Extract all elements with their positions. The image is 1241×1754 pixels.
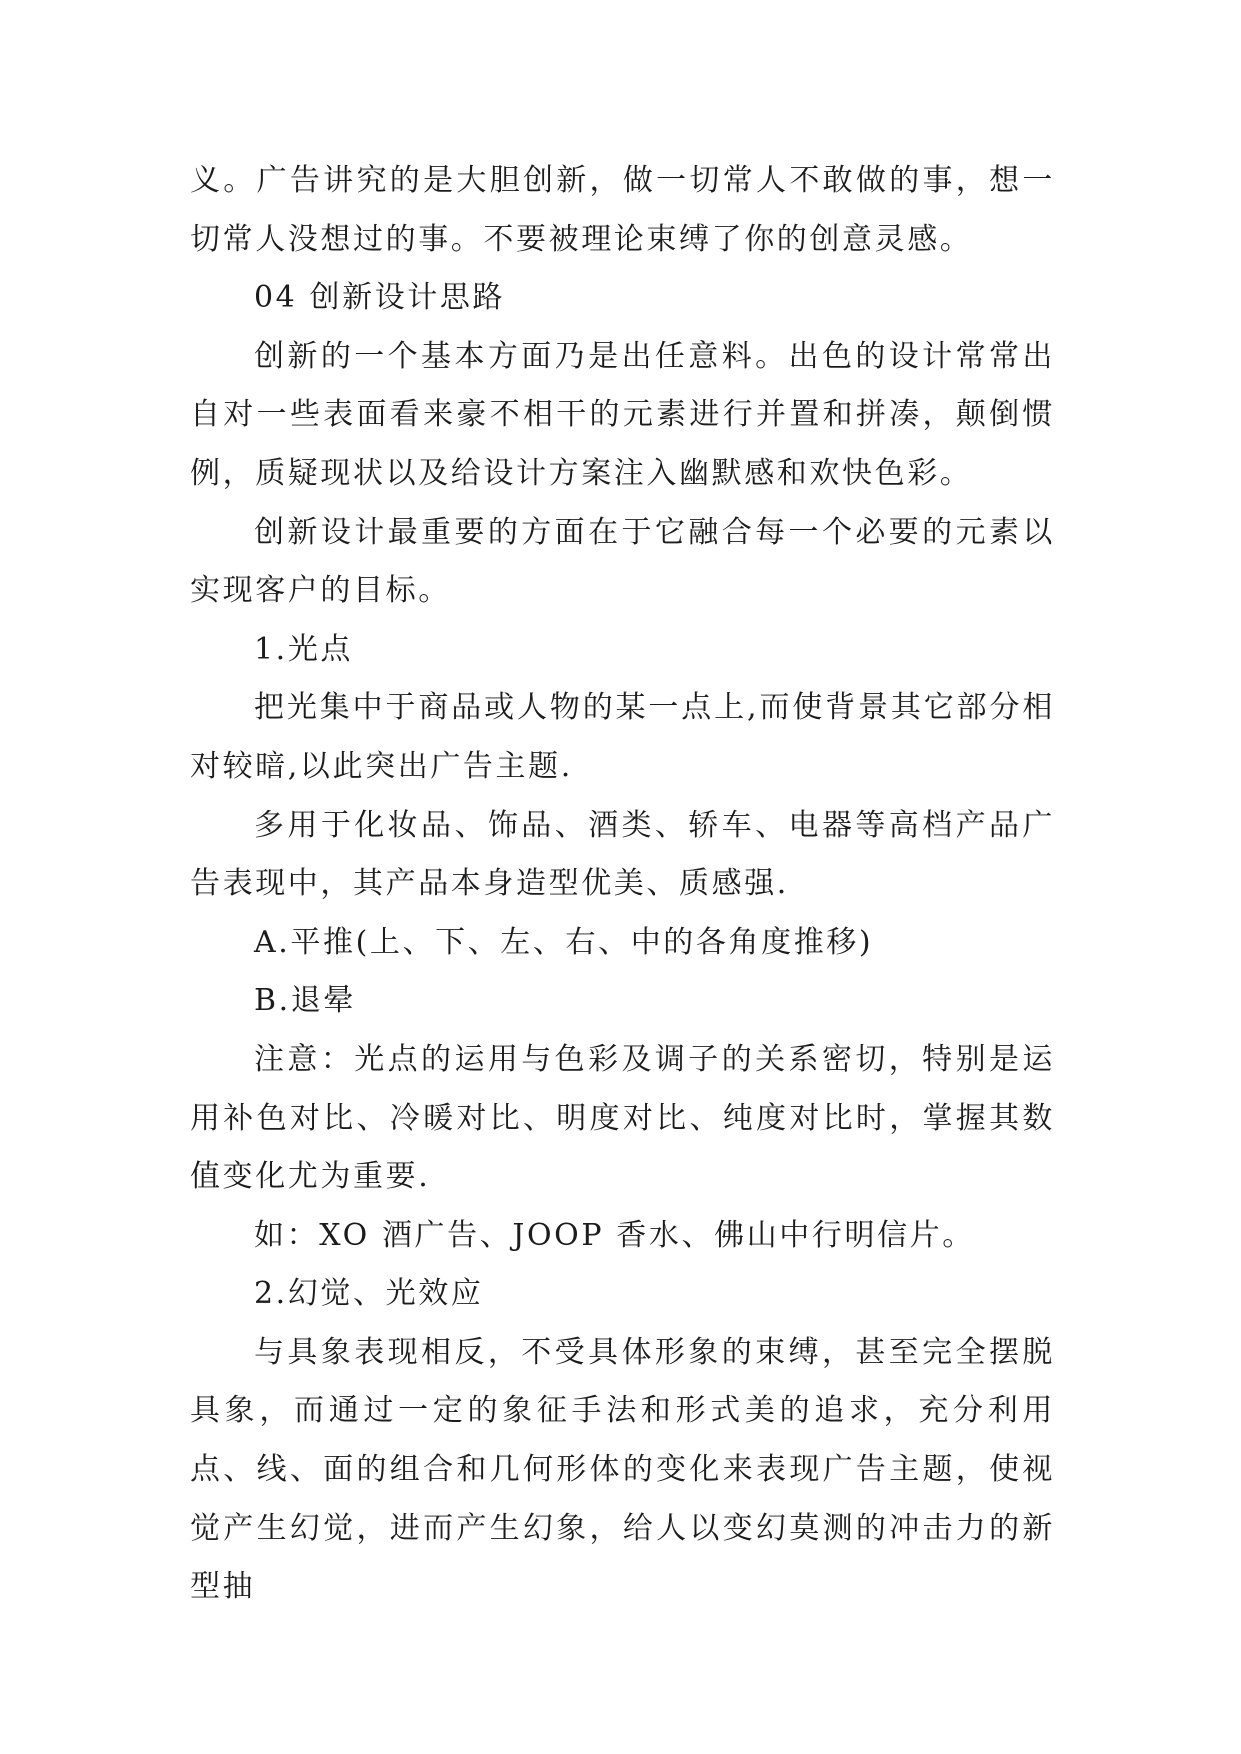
- document-body: [190, 152, 1055, 1617]
- section-heading-innovation-design: 04 创新设计思路: [254, 280, 506, 316]
- list-item-b: B.退晕: [254, 983, 356, 1019]
- subheading-light-spot: 1.光点: [254, 631, 354, 667]
- paragraph: 与具象表现相反，不受具体形象的束缚，甚至完全摆脱具象，而通过一定的象征手法和形式美的追求，充分利用点、线、面的组合和几何形体的变化来表现广告主题，使视觉产生幻觉，进而产生幻象，给人以变幻莫测的冲击力的新型抽: [190, 1334, 1055, 1605]
- paragraph-examples: 如：XO 酒广告、JOOP 香水、佛山中行明信片。: [254, 1217, 975, 1253]
- list-item-a: A.平推(上、下、左、右、中的各角度推移): [254, 924, 874, 960]
- paragraph: 把光集中于商品或人物的某一点上,而使背景其它部分相对较暗,以此突出广告主题.: [190, 690, 1055, 784]
- paragraph-note: 注意：光点的运用与色彩及调子的关系密切，特别是运用补色对比、冷暖对比、明度对比、纯度对比时，掌握其数值变化尤为重要.: [190, 1041, 1055, 1195]
- subheading-illusion: 2.幻觉、光效应: [254, 1276, 484, 1312]
- paragraph-continuation: 义。广告讲究的是大胆创新，做一切常人不敢做的事，想一切常人没想过的事。不要被理论束缚了你的创意灵感。: [190, 163, 1055, 257]
- paragraph: 创新设计最重要的方面在于它融合每一个必要的元素以实现客户的目标。: [190, 514, 1055, 609]
- paragraph: 多用于化妆品、饰品、酒类、轿车、电器等高档产品广告表现中，其产品本身造型优美、质感强.: [190, 807, 1055, 902]
- paragraph: 创新的一个基本方面乃是出任意料。出色的设计常常出自对一些表面看来豪不相干的元素进行并置和拼凑，颠倒惯例，质疑现状以及给设计方案注入幽默感和欢快色彩。: [190, 338, 1055, 491]
